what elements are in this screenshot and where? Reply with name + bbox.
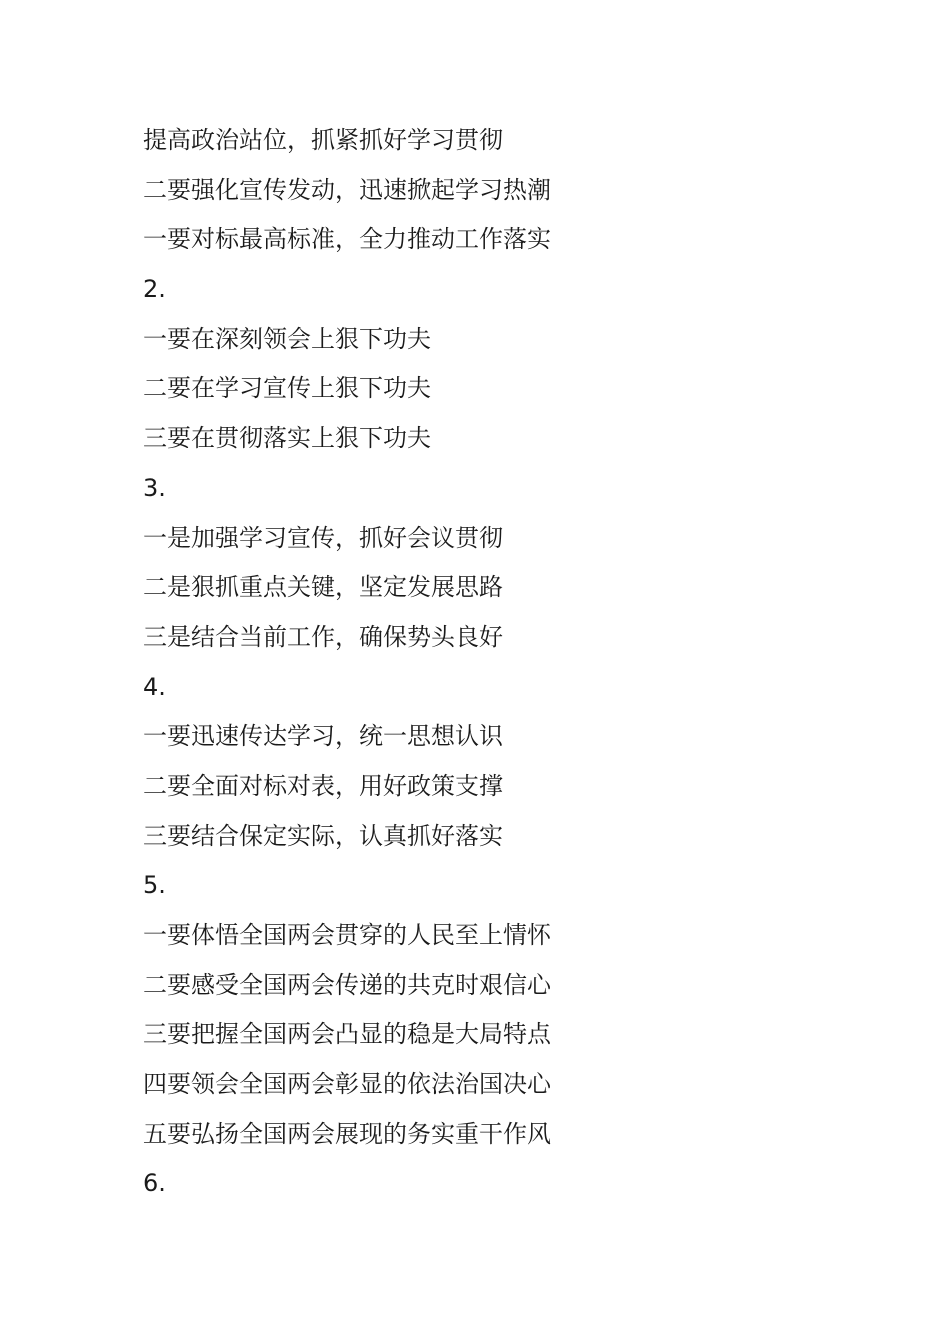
text-line: 五要弘扬全国两会展现的务实重干作风 (143, 1119, 551, 1148)
text-line: 一要对标最高标准，全力推动工作落实 (143, 225, 551, 254)
text-line: 三要结合保定实际，认真抓好落实 (143, 821, 503, 850)
text-line: 二是狠抓重点关键，坚定发展思路 (143, 573, 503, 602)
text-line: 三是结合当前工作，确保势头良好 (143, 622, 503, 651)
text-line: 提高政治站位，抓紧抓好学习贯彻 (143, 126, 503, 154)
text-line: 四要领会全国两会彰显的依法治国决心 (143, 1070, 551, 1099)
text-line: 二要感受全国两会传递的共克时艰信心 (143, 970, 551, 999)
text-line: 三要把握全国两会凸显的稳是大局特点 (143, 1020, 551, 1049)
section-number: 6. (143, 1169, 166, 1198)
section-number: 4. (143, 672, 166, 701)
text-line: 一要在深刻领会上狠下功夫 (143, 324, 431, 353)
section-number: 5. (143, 871, 166, 900)
text-line: 三要在贯彻落实上狠下功夫 (143, 424, 431, 453)
text-line: 一是加强学习宣传，抓好会议贯彻 (143, 523, 503, 552)
text-line: 一要体悟全国两会贯穿的人民至上情怀 (143, 921, 551, 949)
text-line: 二要全面对标对表，用好政策支撑 (143, 771, 503, 800)
section-number: 3. (143, 473, 166, 502)
text-line: 二要强化宣传发动，迅速掀起学习热潮 (143, 175, 551, 204)
text-line: 一要迅速传达学习，统一思想认识 (143, 722, 503, 751)
document-body (143, 116, 843, 1209)
section-number: 2. (143, 275, 166, 304)
text-line: 二要在学习宣传上狠下功夫 (143, 374, 431, 403)
